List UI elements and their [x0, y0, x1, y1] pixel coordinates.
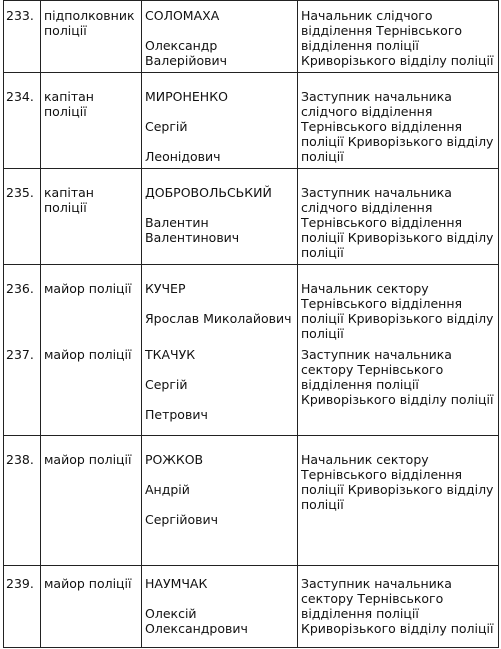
row-number: 238. — [4, 436, 41, 566]
row-number: 233. — [4, 1, 41, 73]
surname: ДОБРОВОЛЬСЬКИЙ — [145, 185, 272, 200]
table-row — [4, 566, 499, 648]
patronymic: Петрович — [145, 406, 208, 422]
name-cell — [142, 1, 298, 73]
position-cell: Начальник сектору Тернівського відділення поліції Криворізького відділу поліції — [298, 265, 499, 345]
rank-cell: майор поліції — [41, 345, 142, 436]
given-name: Сергій — [145, 119, 188, 134]
rank-cell: капітан поліції — [41, 169, 142, 265]
row-number: 236. — [4, 265, 41, 345]
rank-cell: майор поліції — [41, 436, 142, 566]
rank-cell: майор поліції — [41, 265, 142, 345]
patronymic: Олександрович — [145, 621, 248, 636]
patronymic: Валерійович — [145, 53, 227, 68]
position-cell: Заступник начальника сектору Тернівського відділення поліції Криворізького відділу поліції — [298, 345, 499, 436]
row-number: 235. — [4, 169, 41, 265]
row-number: 239. — [4, 566, 41, 648]
table-row — [4, 1, 499, 73]
position-cell: Начальник слідчого відділення Тернівського відділення поліції Криворізького відділу поліції — [298, 1, 499, 73]
position-cell: Заступник начальника сектору Тернівського відділення поліції Криворізького відділу поліції — [298, 566, 499, 648]
surname: РОЖКОВ — [145, 452, 204, 467]
position-cell: Заступник начальника слідчого відділення Тернівського відділення поліції Криворізького відділу поліції — [298, 169, 499, 265]
surname: КУЧЕР — [145, 281, 186, 296]
patronymic: Валентинович — [145, 230, 240, 245]
table-row — [4, 345, 499, 436]
rank-cell: майор поліції — [41, 566, 142, 648]
name-cell — [142, 265, 298, 345]
surname: СОЛОМАХА — [145, 8, 220, 23]
name-cell — [142, 345, 298, 436]
table-row — [4, 436, 499, 566]
table-row — [4, 73, 499, 169]
given-name: Олексій — [145, 606, 197, 621]
given-name: Ярослав Миколайович — [145, 311, 292, 326]
rank-cell: капітан поліції — [41, 73, 142, 169]
position-cell: Начальник сектору Тернівського відділення поліції Криворізького відділу поліції — [298, 436, 499, 566]
name-cell — [142, 566, 298, 648]
personnel-table — [3, 0, 499, 648]
given-name: Сергій — [145, 376, 188, 392]
row-number: 234. — [4, 73, 41, 169]
table-row — [4, 265, 499, 345]
given-name: Валентин — [145, 215, 209, 230]
name-cell — [142, 73, 298, 169]
given-name: Андрій — [145, 482, 190, 497]
position-cell: Заступник начальника слідчого відділення Тернівського відділення поліції Криворізького відділу поліції — [298, 73, 499, 169]
table-row — [4, 169, 499, 265]
row-number: 237. — [4, 345, 41, 436]
patronymic: Сергійович — [145, 512, 219, 527]
patronymic: Леонідович — [145, 149, 221, 164]
surname: НАУМЧАК — [145, 576, 208, 591]
rank-cell: підполковник поліції — [41, 1, 142, 73]
given-name: Олександр — [145, 38, 218, 53]
name-cell — [142, 169, 298, 265]
surname: МИРОНЕНКО — [145, 89, 228, 104]
surname: ТКАЧУК — [145, 346, 196, 362]
name-cell — [142, 436, 298, 566]
